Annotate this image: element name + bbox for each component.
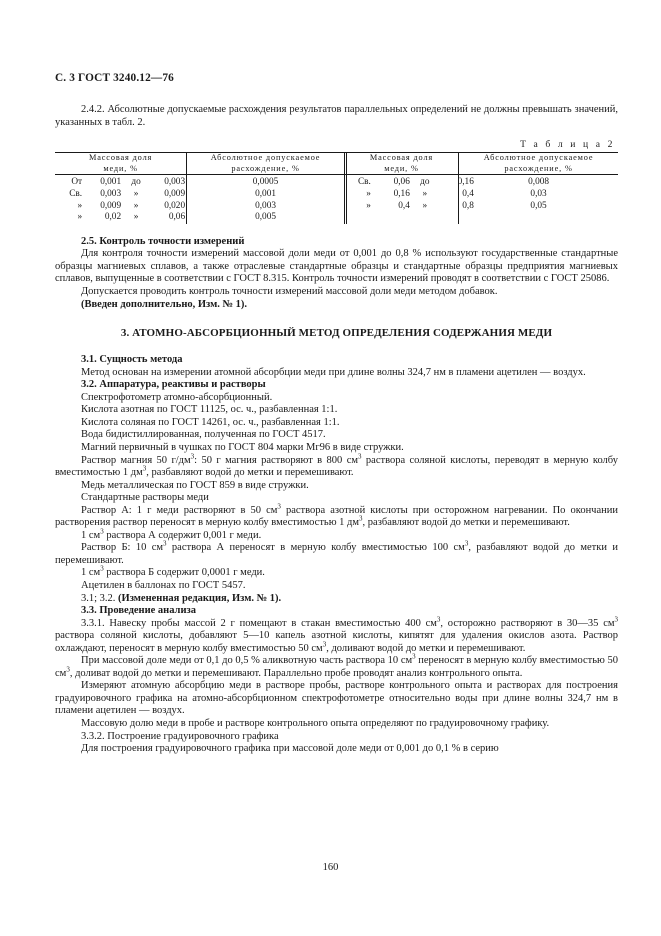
heading-3-3: 3.3. Проведение анализа	[81, 605, 196, 617]
range-prefix: »	[77, 212, 83, 223]
header-col2-line1: Абсолютное допускаемое	[210, 153, 321, 163]
range-to: 0,8	[462, 200, 474, 211]
range-row	[345, 201, 474, 213]
superscript-cube-bc: 3	[100, 564, 104, 573]
range-from: 0,06	[393, 177, 410, 188]
range-to: 0,06	[168, 212, 186, 223]
tolerance-table	[55, 152, 618, 224]
tolerance-value: 0,001	[255, 189, 276, 200]
solution-a-conc-part2: раствора А содержит 0,001 г меди.	[103, 529, 262, 541]
range-prefix: Св.	[69, 189, 83, 200]
reagent-line: Спектрофотометр атомно-абсорбционный.	[81, 391, 273, 403]
solution-b-part2: раствора А переносят в мерную колбу вместимостью 100 см	[166, 542, 465, 554]
paragraph-3-3-1-aliquot	[55, 652, 618, 680]
header-col4-line1: Абсолютное допускаемое	[483, 153, 594, 163]
header-col3-line2: меди, %	[384, 163, 419, 173]
superscript-cube-mg1: 3	[190, 452, 195, 460]
superscript-cube-s3: 3	[322, 640, 327, 649]
value-list-left	[187, 177, 344, 223]
superscript-cube-b2: 3	[464, 539, 469, 548]
revision-prefix: 3.1; 3.2.	[81, 592, 119, 604]
paragraph-solution-b-concentration	[55, 564, 618, 580]
range-list-left	[56, 177, 185, 223]
range-to: 0,003	[164, 177, 186, 188]
range-row	[56, 177, 185, 189]
header-col2-line2: расхождение, %	[231, 163, 300, 173]
range-row	[345, 177, 474, 189]
magnesium-solution-part4: , разбавляют водой до метки и перемешивают.	[146, 467, 354, 479]
solution-b-part1: Раствор Б: 10 см	[81, 542, 164, 554]
paragraph-magnesium-solution	[55, 452, 618, 480]
s331-aliquot-part1: При массовой доле меди от 0,1 до 0,5 % аликвотную часть раствора 10 см	[81, 655, 413, 667]
table-header-row	[55, 153, 618, 175]
header-col4-line2: расхождение, %	[504, 163, 573, 173]
table-cell-values-right	[459, 177, 618, 223]
paragraph-copper-metal: Медь металлическая по ГОСТ 859 в виде стружки.	[81, 479, 309, 491]
range-row	[56, 189, 185, 201]
superscript-cube-e2: 3	[66, 665, 70, 674]
paragraph-solution-a-concentration	[55, 527, 618, 543]
paragraph-2-5-1: Для контроля точности измерений массовой доли меди от 0,001 до 0,8 % используют государственные стандартные образцы магниевых сплавов, а также отраслевые стандартные образцы и стандартные образцы предприятия магниевых сплавов, выпущенные в соответствии с ГОСТ 8.315. Контроль точности измерений проводят в соответствии с ГОСТ 25086.	[55, 248, 618, 285]
range-separator: »	[133, 189, 139, 200]
page-number: 160	[322, 862, 339, 873]
paragraph-solution-a	[55, 502, 618, 530]
tolerance-value: 0,0005	[252, 177, 279, 188]
range-from: 0,4	[398, 200, 410, 211]
paragraph-3-3-1	[55, 615, 618, 656]
page-content	[55, 104, 618, 756]
range-separator: до	[131, 177, 141, 188]
superscript-cube-a2: 3	[359, 514, 363, 523]
reagent-line: Кислота азотная по ГОСТ 11125, ос. ч., разбавленная 1:1.	[81, 404, 338, 416]
reagent-line: Вода бидистиллированная, полученная по ГОСТ 4517.	[81, 429, 326, 441]
paragraph-2-5-revision: (Введен дополнительно, Изм. № 1).	[81, 298, 248, 310]
range-prefix: »	[366, 189, 371, 200]
paragraph-3-1: Метод основан на измерении атомной абсорбции меди при длине волны 324,7 нм в пламени ацетилен — воздух.	[81, 366, 586, 378]
tolerance-value: 0,003	[255, 200, 276, 211]
tolerance-value: 0,05	[530, 200, 547, 211]
solution-b-part3: , разбавляют водой до метки и перемешивают.	[55, 542, 618, 566]
range-to: 0,009	[164, 189, 186, 200]
header-col1-line1: Массовая доля	[89, 153, 153, 163]
range-separator: »	[422, 200, 428, 211]
paragraph-solution-b	[55, 539, 618, 567]
heading-section-3: 3. АТОМНО-АБСОРБЦИОННЫЙ МЕТОД ОПРЕДЕЛЕНИЯ СОДЕРЖАНИЯ МЕДИ	[120, 327, 553, 340]
paragraph-3-3-1-massfraction: Массовую долю меди в пробе и растворе контрольного опыта определяют по градуировочному графику.	[81, 717, 550, 729]
range-list-right	[345, 177, 474, 212]
header-col1-line2: меди, %	[103, 163, 138, 173]
superscript-cube-b1: 3	[163, 539, 167, 548]
table-cell-values-left	[187, 177, 345, 223]
reagent-line: Магний первичный в чушках по ГОСТ 804 марки Мг96 в виде стружки.	[81, 441, 404, 453]
paragraph-acetylene: Ацетилен в баллонах по ГОСТ 5457.	[81, 579, 246, 591]
table-header-col1	[55, 153, 187, 175]
s331-part-c: раствора соляной кислоты, добавляют 5—10 капель азотной кислоты, кипятят для удаления окислов азота. Раствор охлаждают, переносят в мерную колбу вместимостью 50 см	[55, 630, 618, 654]
table-cell-ranges-right	[344, 177, 474, 223]
revision-bold-text: (Измененная редакция, Изм. № 1).	[118, 592, 282, 604]
s331-aliquot-part3: , доливат водой до метки и перемешивают. Параллельно пробе проводят анализ контрольного опыта.	[69, 667, 523, 679]
range-row	[56, 201, 185, 213]
superscript-cube-ac: 3	[100, 527, 104, 536]
table-body-row	[55, 177, 618, 223]
table-header-col2	[187, 153, 345, 175]
s331-part-b: , осторожно растворяют в 30—35 см	[440, 617, 615, 629]
paragraph-3-3-1-absorption: Измеряют атомную абсорбцию меди в растворе пробы, растворе контрольного опыта и растворах для построения градуировочного графика на атомно-абсорбционном спектрофотометре относительно воды при длине волны 324,7 нм в пламени ацетилен — воздух.	[55, 680, 618, 717]
range-from: 0,003	[100, 189, 122, 200]
tolerance-value: 0,03	[530, 189, 547, 200]
solution-a-conc-part1: 1 см	[81, 529, 101, 541]
table-caption: Т а б л и ц а 2	[520, 139, 615, 151]
heading-3-1: 3.1. Сущность метода	[81, 354, 183, 366]
superscript-cube-s1: 3	[436, 615, 441, 624]
range-row	[345, 189, 474, 201]
s331-part-a: 3.3.1. Навеску пробы массой 2 г помещают в стакан вместимостью 400 см	[81, 617, 437, 629]
solution-a-part1: Раствор А: 1 г меди растворяют в 50 см	[81, 504, 278, 516]
table-header-col3	[344, 153, 458, 175]
range-to: 0,020	[164, 200, 186, 211]
solution-b-conc-part1: 1 см	[81, 567, 101, 579]
paragraph-2-4-2: 2.4.2. Абсолютные допускаемые расхождения результатов параллельных определений не должны превышать значений, указанных в табл. 2.	[55, 104, 618, 128]
range-from: 0,001	[100, 177, 122, 188]
s331-part-d: , доливают водой до метки и перемешивают.	[326, 642, 526, 654]
tolerance-value: 0,008	[528, 177, 550, 188]
range-row	[56, 212, 185, 224]
range-separator: »	[133, 200, 139, 211]
heading-3-3-2: 3.3.2. Построение градуировочного графика	[81, 730, 279, 742]
reagent-list	[55, 392, 618, 455]
range-prefix: »	[366, 200, 371, 211]
magnesium-solution-part3: раствора соляной кислоты, переводят в мерную колбу вместимостью 1 дм	[55, 454, 618, 479]
magnesium-solution-part1: Раствор магния 50 г/дм	[81, 454, 191, 466]
superscript-cube-s2: 3	[614, 615, 618, 624]
superscript-cube-mg2: 3	[358, 452, 362, 460]
heading-2-5: 2.5. Контроль точности измерений	[81, 235, 245, 247]
range-from: 0,009	[100, 200, 122, 211]
running-header: С. 3 ГОСТ 3240.12—76	[55, 72, 174, 84]
range-separator: »	[422, 189, 428, 200]
range-to: 0,4	[462, 189, 474, 200]
paragraph-2-5-2: Допускается проводить контроль точности измерений массовой доли меди методом добавок.	[81, 286, 498, 298]
tolerance-value: 0,005	[255, 212, 276, 223]
range-separator: »	[133, 212, 139, 223]
magnesium-solution-part2: : 50 г магния растворяют в 800 см	[194, 454, 359, 466]
range-to: 0,16	[457, 177, 474, 188]
paragraph-3-3-2: Для построения градуировочного графика при массовой доле меди от 0,001 до 0,1 % в серию	[81, 743, 499, 755]
s331-aliquot-part2: переносят в мерную колбу вместимостью 50 см	[55, 655, 618, 679]
range-from: 0,16	[393, 189, 410, 200]
table-header-col4	[459, 153, 618, 175]
range-prefix: От	[71, 177, 83, 188]
paragraph-revision-3-1-3-2	[55, 593, 618, 606]
header-col3-line1: Массовая доля	[369, 153, 434, 163]
heading-3-2: 3.2. Аппаратура, реактивы и растворы	[81, 379, 266, 391]
solution-b-conc-part2: раствора Б содержит 0,0001 г меди.	[103, 567, 265, 579]
value-list-right	[459, 177, 618, 212]
solution-a-part2: раствора азотной кислоты при осторожном нагревании. По окончании растворения раствор переносят в мерную колбу вместимостью 1 дм	[55, 504, 618, 529]
superscript-cube-mg3: 3	[142, 464, 147, 473]
range-prefix: »	[77, 200, 83, 211]
reagent-line: Кислота соляная по ГОСТ 14261, ос. ч., разбавленная 1:1.	[81, 416, 340, 428]
range-from: 0,02	[104, 212, 122, 223]
range-prefix: Св.	[357, 177, 371, 188]
range-separator: до	[420, 177, 430, 188]
superscript-cube-a1: 3	[277, 502, 281, 511]
table-cell-ranges-left	[55, 177, 187, 223]
heading-standard-solutions: Стандартные растворы меди	[81, 492, 209, 504]
superscript-cube-e1: 3	[412, 652, 416, 661]
solution-a-part3: , разбавляют водой до метки и перемешивают.	[362, 517, 570, 529]
